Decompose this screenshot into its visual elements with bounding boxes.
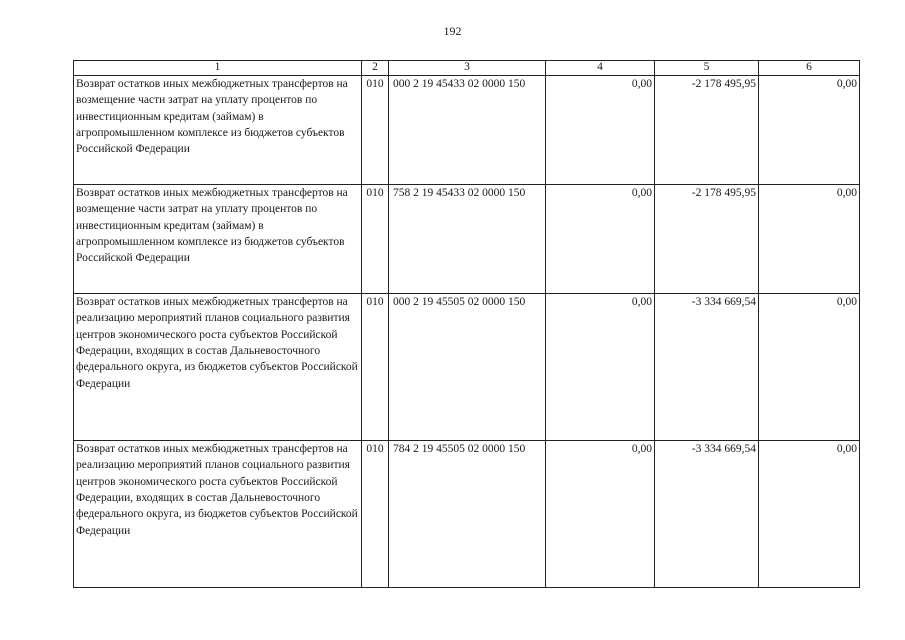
row-description: Возврат остатков иных межбюджетных трансфертов на реализацию мероприятий планов социального развития центров экономического роста субъектов Российской Федерации, входящих в состав Дальневосточного федерального округа, из бюджетов субъектов Российской Федерации — [74, 294, 362, 441]
column-header-3: 3 — [389, 61, 546, 76]
row-description: Возврат остатков иных межбюджетных трансфертов на возмещение части затрат на уплату процентов по инвестиционным кредитам (займам) в агропромышленном комплексе из бюджетов субъектов Российской Федерации — [74, 185, 362, 294]
row-value-col5: -2 178 495,95 — [655, 185, 759, 294]
row-code: 010 — [362, 294, 389, 441]
row-budget-code: 000 2 19 45505 02 0000 150 — [389, 294, 546, 441]
table-header-row — [74, 61, 860, 76]
budget-table — [73, 60, 860, 588]
table-row — [74, 294, 860, 441]
row-value-col6: 0,00 — [759, 294, 860, 441]
row-value-col5: -3 334 669,54 — [655, 441, 759, 588]
row-value-col6: 0,00 — [759, 441, 860, 588]
row-budget-code: 000 2 19 45433 02 0000 150 — [389, 76, 546, 185]
row-code: 010 — [362, 185, 389, 294]
row-budget-code: 758 2 19 45433 02 0000 150 — [389, 185, 546, 294]
page-number: 192 — [443, 24, 462, 38]
column-header-5: 5 — [655, 61, 759, 76]
row-value-col4: 0,00 — [546, 76, 655, 185]
row-description: Возврат остатков иных межбюджетных трансфертов на реализацию мероприятий планов социального развития центров экономического роста субъектов Российской Федерации, входящих в состав Дальневосточного федерального округа, из бюджетов субъектов Российской Федерации — [74, 441, 362, 588]
column-header-2: 2 — [362, 61, 389, 76]
row-value-col4: 0,00 — [546, 294, 655, 441]
row-budget-code: 784 2 19 45505 02 0000 150 — [389, 441, 546, 588]
row-value-col6: 0,00 — [759, 185, 860, 294]
row-value-col4: 0,00 — [546, 185, 655, 294]
table-row — [74, 441, 860, 588]
row-value-col6: 0,00 — [759, 76, 860, 185]
row-code: 010 — [362, 441, 389, 588]
column-header-4: 4 — [546, 61, 655, 76]
table-row — [74, 185, 860, 294]
column-header-1: 1 — [74, 61, 362, 76]
row-value-col5: -2 178 495,95 — [655, 76, 759, 185]
column-header-6: 6 — [759, 61, 860, 76]
row-value-col4: 0,00 — [546, 441, 655, 588]
table-row — [74, 76, 860, 185]
row-description: Возврат остатков иных межбюджетных трансфертов на возмещение части затрат на уплату процентов по инвестиционным кредитам (займам) в агропромышленном комплексе из бюджетов субъектов Российской Федерации — [74, 76, 362, 185]
row-value-col5: -3 334 669,54 — [655, 294, 759, 441]
row-code: 010 — [362, 76, 389, 185]
